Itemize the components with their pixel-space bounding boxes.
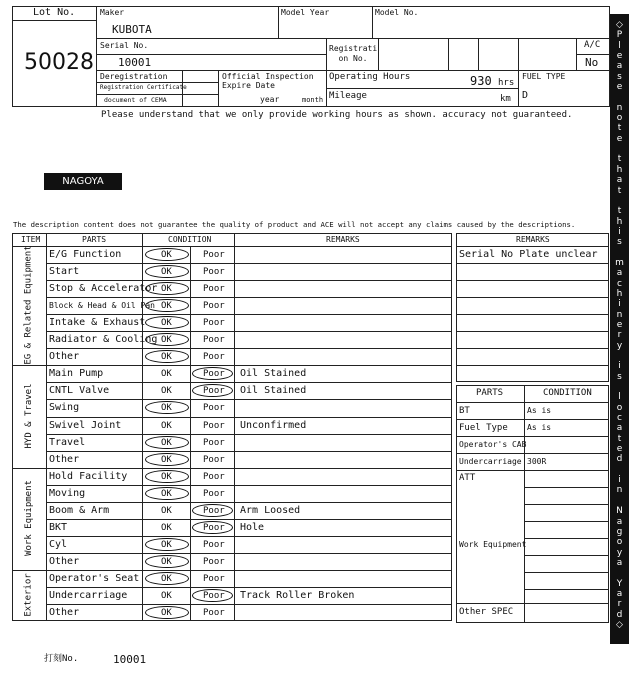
model-no-label: Model No. [375,8,419,17]
divider [96,70,610,71]
ok-circle [145,555,189,568]
poor-option: Poor [203,608,225,619]
divider [326,38,327,70]
part-name: Block & Head & Oil Pan [49,301,155,311]
ok-circle [145,265,189,278]
ok-option: OK [161,250,172,260]
divider [448,38,449,70]
lot-label: Lot No. [33,7,76,18]
poor-option: Poor [203,335,225,346]
row-divider [46,382,452,383]
row-divider [46,348,452,349]
hrs-label: hrs [498,78,515,88]
part-name: E/G Function [49,249,122,260]
part-name: Other [49,607,80,619]
header-item: ITEM [21,235,41,244]
divider [234,233,235,621]
poor-option: Poor [203,539,225,550]
divider [96,6,97,107]
part-name: Intake & Exhaust [49,317,146,329]
group-label: EG & Related Equipment [24,245,34,365]
fuel-type-label: FUEL TYPE [522,72,566,81]
part-name: Undercarriage [49,590,128,601]
row-divider [456,436,609,437]
part-name: Operator's Seat [49,572,140,584]
ok-option: OK [161,284,172,295]
poor-circle [192,521,233,534]
remark-text: Oil Stained [240,368,307,380]
ok-option: OK [161,488,172,499]
part-name: Start [49,266,80,278]
ok-circle [145,538,189,551]
part-name: Other [49,351,80,363]
year-label: year [260,95,280,104]
header-condition: CONDITION [168,235,212,244]
ok-option: OK [161,573,172,584]
header-remarks: REMARKS [326,235,360,244]
mileage-label: Mileage [329,91,367,101]
row-divider [46,587,452,588]
poor-circle [192,589,233,602]
poor-option: Poor [203,369,225,380]
work-equipment-label: Work Equipment [459,540,527,549]
ok-circle [145,248,189,261]
part-name: Stop & Accelerator [49,283,158,295]
group-label: Work Equipment [24,479,35,556]
ok-circle [145,606,189,619]
row-divider [456,246,609,247]
row-divider [46,485,452,486]
divider [12,246,452,247]
poor-option: Poor [203,318,225,329]
cema-label: document of CEMA [104,96,167,104]
row-divider [46,451,452,452]
parts-row-label: Fuel Type [459,423,508,433]
location-badge: NAGOYA [44,173,122,190]
remark-text: Track Roller Broken [240,590,355,601]
row-divider [46,519,452,520]
group-label: HYD & Travel [24,382,35,449]
divider [96,82,218,83]
reg-cert-label: Registration Certificate [100,84,187,91]
ok-circle [145,470,189,483]
row-divider [524,521,609,522]
remark-text: Unconfirmed [240,419,307,431]
ok-circle [145,572,189,585]
row-divider [524,572,609,573]
ok-option: OK [161,335,172,346]
disclaimer: The description content does not guarantee the quality of product and ACE will not accept any claims caused by the descriptions. [13,220,576,229]
maker-label: Maker [100,8,125,17]
km-label: km [500,94,511,104]
poor-option: Poor [203,250,225,260]
parts-row-label: BT [459,406,470,416]
poor-option: Poor [203,267,225,278]
part-name: Hold Facility [49,470,128,482]
part-name: Other [49,555,80,567]
group-divider [12,570,452,571]
ok-option: OK [161,318,172,329]
ok-option: OK [161,522,172,533]
remark-text: Oil Stained [240,385,307,397]
ok-option: OK [161,352,172,363]
remark-text: Arm Loosed [240,504,301,516]
part-name: Radiator & Cooling [49,334,158,346]
divider [576,54,610,55]
part-name: Swing [49,402,80,414]
poor-option: Poor [203,352,225,363]
row-divider [456,348,609,349]
row-divider [456,470,609,471]
condition-header: CONDITION [543,388,592,398]
ok-circle [145,487,189,500]
poor-option: Poor [203,301,225,312]
poor-option: Poor [203,471,225,482]
other-spec-label: Other SPEC [459,607,514,617]
month-label: month [302,96,324,104]
divider [478,38,479,70]
divider [96,38,610,39]
row-divider [46,536,452,537]
row-divider [46,331,452,332]
group-divider [12,365,452,366]
header-border [12,6,610,107]
att-label: ATT [459,473,476,483]
part-name: Swivel Joint [49,419,122,431]
poor-option: Poor [203,488,225,499]
row-divider [456,280,609,281]
poor-option: Poor [203,454,225,465]
row-divider [456,453,609,454]
divider [46,233,47,621]
part-name: Travel [49,436,86,448]
row-divider [456,603,609,604]
ac-value: No [585,56,599,69]
row-divider [524,589,609,590]
row-divider [46,399,452,400]
poor-option: Poor [203,573,225,584]
remarks-first-row: Serial No Plate unclear [459,249,598,260]
parts-row-condition: As is [527,406,552,415]
ok-option: OK [161,454,172,465]
parts-header: PARTS [476,388,504,398]
parts-row-condition: 300R [527,457,547,466]
ok-option: OK [161,539,172,550]
fuel-type-value: D [522,90,529,101]
poor-option: Poor [203,386,225,397]
poor-option: Poor [203,420,225,431]
ok-option: OK [161,403,172,414]
remark-text: Hole [240,521,265,533]
parts-row-label: Undercarriage [459,457,522,466]
divider [278,6,279,38]
poor-option: Poor [203,591,225,601]
row-divider [46,417,452,418]
divider [372,6,373,38]
ok-circle [145,436,189,449]
poor-circle [192,504,233,517]
row-divider [456,365,609,366]
hours-notice: Please understand that we only provide working hours as shown. accuracy not guaranteed. [101,110,573,120]
ok-option: OK [161,608,172,619]
part-name: Main Pump [49,368,104,380]
inspection-label: Official Inspection Expire Date [222,72,314,90]
row-divider [456,297,609,298]
ok-option: OK [161,386,172,397]
serial-value: 10001 [118,56,152,69]
row-divider [46,434,452,435]
maker-value: KUBOTA [112,23,152,36]
registration-label: Registrati on No. [329,44,378,63]
ok-option: OK [161,556,172,567]
divider [326,88,518,89]
serial-label: Serial No. [100,41,149,50]
part-name: Other [49,453,80,465]
row-divider [456,402,609,403]
row-divider [46,604,452,605]
part-name: Moving [49,487,86,499]
row-divider [524,555,609,556]
row-divider [524,504,609,505]
row-divider [456,419,609,420]
row-divider [46,314,452,315]
lot-number: 50028 [24,50,94,75]
row-divider [456,314,609,315]
divider [96,94,218,95]
ac-label: A/C [584,40,601,50]
divider [96,54,326,55]
poor-option: Poor [203,284,225,295]
row-divider [46,263,452,264]
row-divider [456,331,609,332]
sidebar-text: ◇ P l e a s e n o t e t h a t t h i s m a c h i n e r y i s l o c a t e d i n N a g o y a Y a r d ◇ [615,20,624,630]
part-name: Cyl [49,538,68,550]
stamp-label: 打刻No. [44,654,79,664]
ok-option: OK [161,420,172,431]
row-divider [46,280,452,281]
part-name: BKT [49,521,68,533]
row-divider [46,297,452,298]
poor-option: Poor [203,556,225,567]
notice-sidebar [610,14,629,644]
ok-option: OK [161,505,172,516]
poor-option: Poor [203,505,225,516]
poor-option: Poor [203,437,225,448]
divider [218,70,219,107]
ok-option: OK [161,471,172,482]
divider [518,70,519,107]
dereg-label: Deregistration [100,72,168,81]
poor-option: Poor [203,403,225,414]
divider [12,20,96,21]
parts-row-condition: As is [527,423,552,432]
row-divider [46,553,452,554]
group-label: Exterior [23,572,34,617]
ok-option: OK [161,267,172,278]
part-name: CNTL Valve [49,385,110,397]
operating-hours-value: 930 [470,74,492,88]
row-divider [46,502,452,503]
ok-option: OK [161,301,172,312]
divider [518,38,519,70]
row-divider [524,538,609,539]
ok-option: OK [161,369,172,380]
ok-circle [145,453,189,466]
row-divider [524,487,609,488]
stamp-value: 10001 [113,653,147,666]
part-name: Boom & Arm [49,504,110,516]
model-year-label: Model Year [281,8,330,17]
poor-option: Poor [203,522,225,533]
header-parts: PARTS [82,235,107,244]
row-divider [456,263,609,264]
remarks-header: REMARKS [516,235,550,244]
operating-hours-label: Operating Hours [329,72,411,82]
parts-row-label: Operator's CAB [459,440,527,449]
ok-option: OK [161,591,172,601]
group-divider [12,468,452,469]
ok-option: OK [161,437,172,448]
divider [378,38,379,70]
